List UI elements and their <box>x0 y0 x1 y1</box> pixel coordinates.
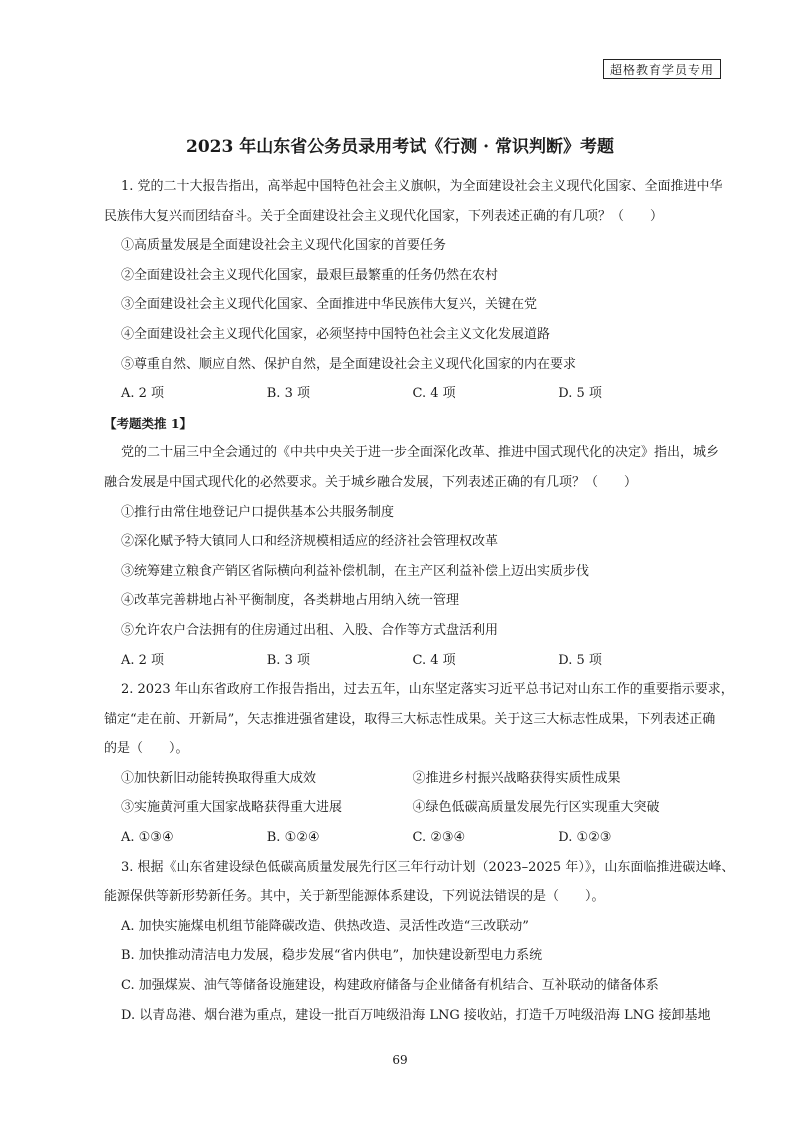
similar1-statement: ①推行由常住地登记户口提供基本公共服务制度 <box>121 504 395 520</box>
q1-stem-line-2: 民族伟大复兴而团结奋斗。关于全面建设社会主义现代化国家，下列表述正确的有几项？（ ） <box>104 208 664 224</box>
q1-option-c: C. 4 项 <box>412 386 456 402</box>
q2-stem-line-3: 的是（ ）。 <box>104 741 189 757</box>
q2-statement: ①加快新旧动能转换取得重大成效 <box>121 770 317 786</box>
q2-option-d: D. ①②③ <box>558 830 612 846</box>
q2-options <box>104 823 704 853</box>
similar1-option-c: C. 4 项 <box>412 652 456 668</box>
similar1-stem-line-1: 党的二十届三中全会通过的《中共中央关于进一步全面深化改革、推进中国式现代化的决定》指出，城乡 <box>121 445 720 461</box>
similar1-statement: ②深化赋予特大镇同人口和经济规模相适应的经济社会管理权改革 <box>121 534 499 550</box>
similar1-statement: ③统筹建立粮食产销区省际横向利益补偿机制，在主产区利益补偿上迈出实质步伐 <box>121 563 590 579</box>
q2-statement: ④绿色低碳高质量发展先行区实现重大突破 <box>412 800 660 816</box>
q1-statement: ①高质量发展是全面建设社会主义现代化国家的首要任务 <box>121 238 447 254</box>
q1-option-b: B. 3 项 <box>266 386 310 402</box>
q3-stem-line-2: 能源保供等新形势新任务。其中，关于新型能源体系建设，下列说法错误的是（ ）。 <box>104 889 605 905</box>
q1-statement: ②全面建设社会主义现代化国家，最艰巨最繁重的任务仍然在农村 <box>121 267 499 283</box>
user-stamp: 超格教育学员专用 <box>603 59 721 79</box>
similar1-stem-line-2: 融合发展是中国式现代化的必然要求。关于城乡融合发展，下列表述正确的有几项？（ ） <box>104 474 638 490</box>
q1-statement: ⑤尊重自然、顺应自然、保护自然，是全面建设社会主义现代化国家的内在要求 <box>121 356 577 372</box>
question-content <box>104 172 735 1030</box>
similar1-options <box>104 646 704 676</box>
q1-statement: ③全面建设社会主义现代化国家、全面推进中华民族伟大复兴，关键在党 <box>121 297 538 313</box>
page-number: 69 <box>392 1053 408 1067</box>
q2-option-c: C. ②③④ <box>412 830 466 846</box>
page-title: 2023 年山东省公务员录用考试《行测 · 常识判断》考题 <box>186 137 614 157</box>
q3-option-b: B. 加快推动清洁电力发展，稳步发展“省内供电”，加快建设新型电力系统 <box>121 948 543 964</box>
similar1-option-a: A. 2 项 <box>121 652 165 668</box>
q3-option-c: C. 加强煤炭、油气等储备设施建设，构建政府储备与企业储备有机结合、互补联动的储备体系 <box>121 978 659 994</box>
similar1-statement: ④改革完善耕地占补平衡制度，各类耕地占用纳入统一管理 <box>121 593 460 609</box>
q1-stem-line-1: 1. 党的二十大报告指出，高举起中国特色社会主义旗帜，为全面建设社会主义现代化国家、全面推进中华 <box>121 179 723 194</box>
q2-option-a: A. ①③④ <box>121 830 174 846</box>
q1-options <box>104 379 704 409</box>
q2-statements-row <box>104 764 704 794</box>
q3-option-a: A. 加快实施煤电机组节能降碳改造、供热改造、灵活性改造“三改联动” <box>121 918 529 934</box>
q2-option-b: B. ①②④ <box>266 830 320 846</box>
similar1-option-d: D. 5 项 <box>558 652 602 668</box>
similar1-option-b: B. 3 项 <box>266 652 310 668</box>
similar-question-tag: 【考题类推 1】 <box>104 415 193 431</box>
q2-stem-line-1: 2. 2023 年山东省政府工作报告指出，过去五年，山东坚定落实习近平总书记对山东工作的重要指示要求， <box>121 682 734 698</box>
q2-stem-line-2: 锚定“走在前、开新局”，矢志推进强省建设，取得三大标志性成果。关于这三大标志性成果，下列表述正确 <box>104 711 716 727</box>
q1-option-d: D. 5 项 <box>558 386 602 402</box>
q2-statement: ③实施黄河重大国家战略获得重大进展 <box>121 800 343 816</box>
q1-option-a: A. 2 项 <box>121 386 165 402</box>
q2-statements-row <box>104 793 704 823</box>
q2-statement: ②推进乡村振兴战略获得实质性成果 <box>412 770 621 786</box>
q3-option-d: D. 以青岛港、烟台港为重点，建设一批百万吨级沿海 LNG 接收站，打造千万吨级沿海 LNG 接卸基地 <box>121 1007 711 1023</box>
q3-stem-line-1: 3. 根据《山东省建设绿色低碳高质量发展先行区三年行动计划（2023–2025 年）》，山东面临推进碳达峰、 <box>121 859 735 875</box>
q1-statement: ④全面建设社会主义现代化国家，必须坚持中国特色社会主义文化发展道路 <box>121 326 551 342</box>
similar1-statement: ⑤允许农户合法拥有的住房通过出租、入股、合作等方式盘活利用 <box>121 622 499 638</box>
